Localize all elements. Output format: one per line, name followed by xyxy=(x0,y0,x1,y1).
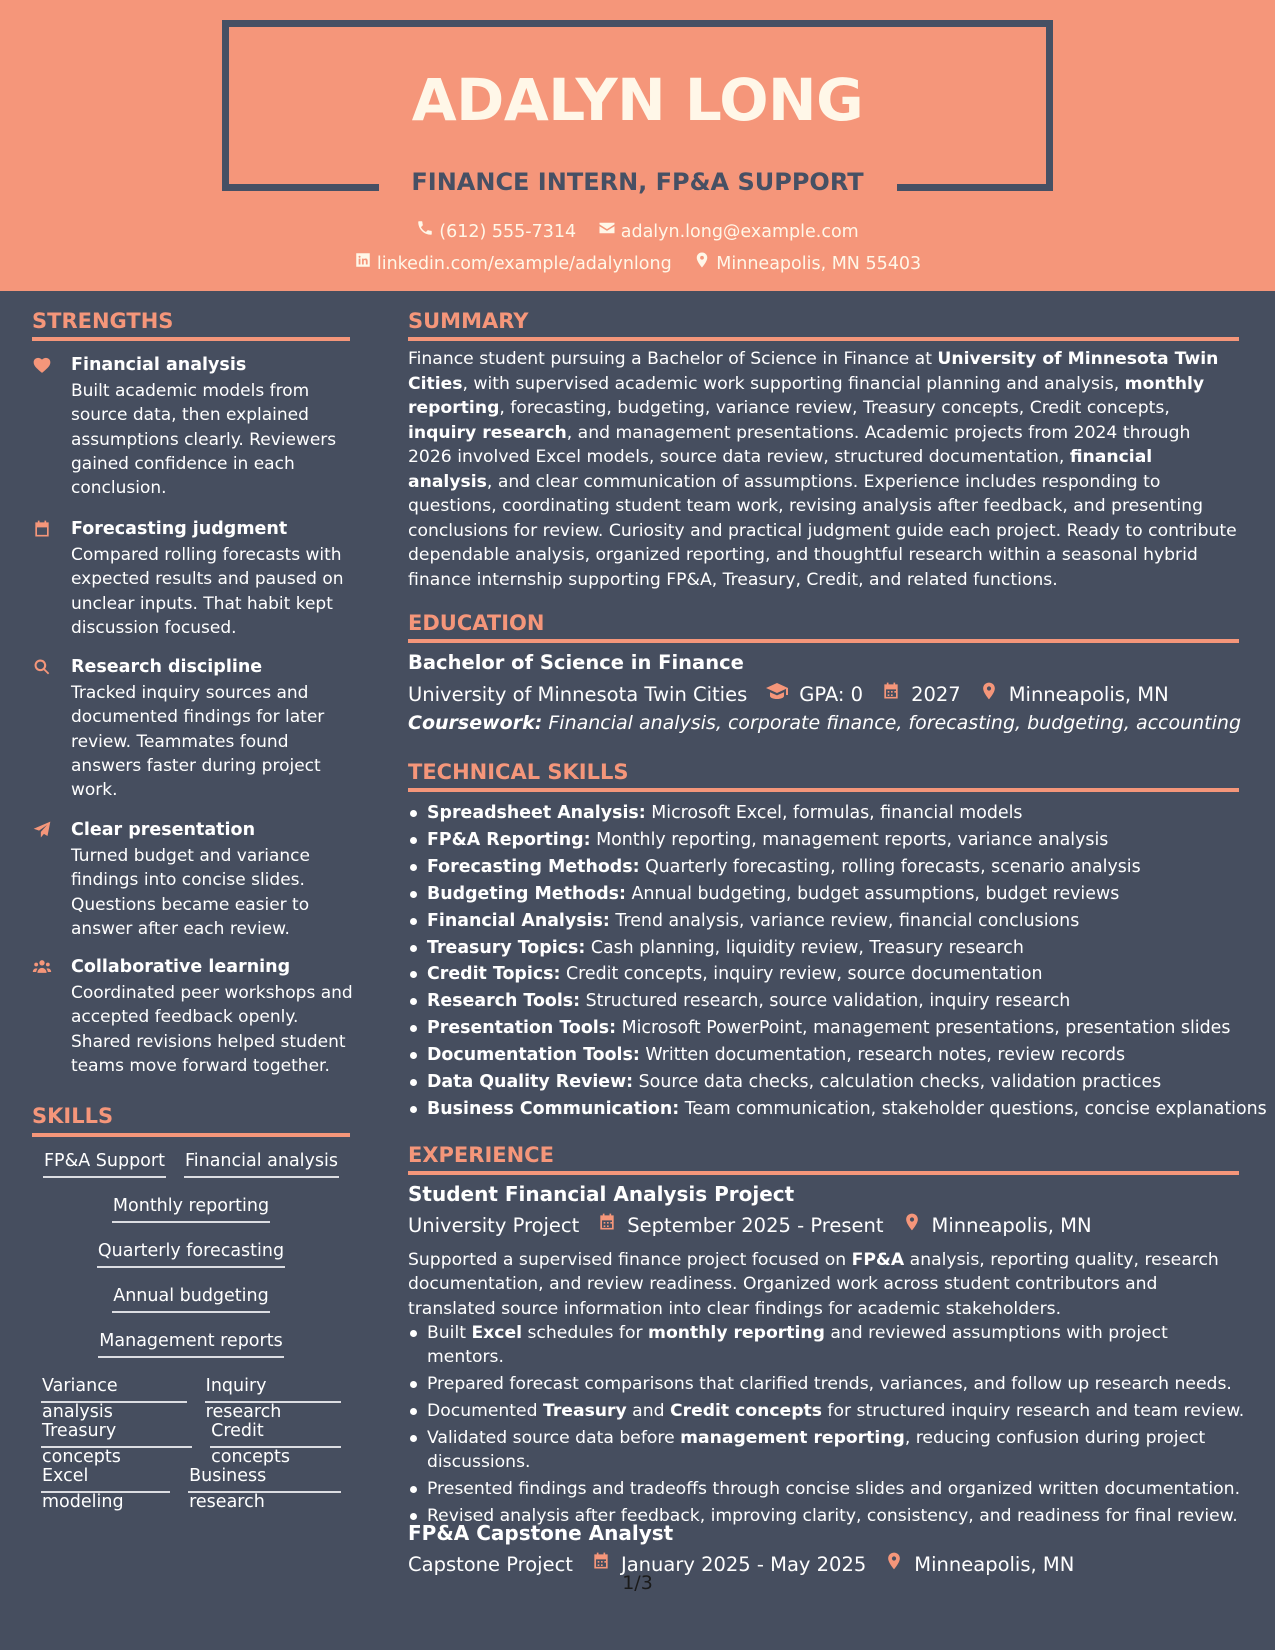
job-org: University Project xyxy=(408,1214,580,1237)
job-bullet xyxy=(408,1399,1248,1423)
strength-name: Collaborative learning xyxy=(71,957,291,977)
coursework-label: Coursework: xyxy=(408,712,543,734)
job-location: Minneapolis, MN xyxy=(914,1553,1075,1576)
phone-icon xyxy=(416,219,439,245)
search-icon xyxy=(32,657,54,677)
tech-skill-value: Quarterly forecasting, rolling forecasts, scenario analysis xyxy=(645,856,1141,877)
job-bullet-text: Prepared forecast comparisons that clarified trends, variances, and follow up research needs. xyxy=(427,1374,1232,1395)
job-role: Student Financial Analysis Project xyxy=(408,1182,795,1206)
job-bullet-emphasis: Excel xyxy=(471,1323,523,1343)
job-bullet-emphasis: Treasury xyxy=(543,1400,627,1421)
strength-name: Clear presentation xyxy=(71,820,256,840)
job-bullet-emphasis: Credit concepts xyxy=(669,1400,822,1421)
paper-plane-icon xyxy=(32,820,54,840)
degree-title: Bachelor of Science in Finance xyxy=(408,651,744,674)
job-bullet-emphasis: monthly reporting xyxy=(648,1323,825,1343)
year-item xyxy=(881,681,961,709)
skill-tag: Financial analysis xyxy=(184,1148,339,1178)
tech-skill-label: FP&A Reporting: xyxy=(427,829,591,850)
tech-skill-item xyxy=(408,1069,1248,1096)
job-bullet-text: and xyxy=(626,1400,670,1421)
tech-skill-label: Forecasting Methods: xyxy=(427,856,640,877)
tech-skill-value: Written documentation, research notes, review records xyxy=(645,1045,1126,1066)
strength-item xyxy=(32,818,352,939)
job-desc-text: analysis, reporting quality, research documentation, and review readiness. Organized work across student contributors and translated source information into clear findings for academic stakeholders. xyxy=(408,1250,1219,1319)
tech-skill-value: Microsoft Excel, formulas, financial models xyxy=(651,803,1023,823)
job-meta xyxy=(408,1212,1092,1240)
tech-skill-label: Business Communication: xyxy=(427,1098,680,1119)
calendar-icon xyxy=(32,519,54,539)
tech-skill-label: Financial Analysis: xyxy=(427,910,610,931)
edu-location-item xyxy=(979,681,1169,709)
tech-skill-value: Annual budgeting, budget assumptions, budget reviews xyxy=(631,883,1120,904)
skill-tag: Variance analysis xyxy=(41,1373,187,1403)
skill-tag: Annual budgeting xyxy=(112,1283,270,1313)
skill-row xyxy=(32,1418,350,1467)
experience-heading: EXPERIENCE xyxy=(408,1143,554,1167)
job-location-item xyxy=(902,1212,1092,1240)
tech-skill-label: Research Tools: xyxy=(427,991,581,1012)
skill-tag: Quarterly forecasting xyxy=(97,1238,285,1268)
skill-row xyxy=(32,1238,350,1283)
strength-desc: Turned budget and variance findings into concise slides. Questions became easier to answer after each review. xyxy=(71,846,310,939)
job-bullet xyxy=(408,1321,1248,1370)
strength-item xyxy=(32,353,352,499)
strength-name: Financial analysis xyxy=(71,355,247,375)
tech-skill-item xyxy=(408,881,1248,908)
skills-tag-list xyxy=(32,1148,350,1512)
tech-skill-item xyxy=(408,935,1248,962)
tech-skill-label: Documentation Tools: xyxy=(427,1045,640,1066)
technical-skills-list xyxy=(408,800,1267,1123)
job-location: Minneapolis, MN xyxy=(931,1214,1092,1237)
tech-skill-item xyxy=(408,800,1248,827)
tech-skill-label: Treasury Topics: xyxy=(427,937,586,958)
tech-skill-label: Credit Topics: xyxy=(427,964,561,985)
tech-skill-item xyxy=(408,908,1248,935)
strength-item xyxy=(32,655,352,801)
contact-row-2 xyxy=(0,251,1275,277)
job-bullet-text: and reviewed assumptions with project mentors. xyxy=(427,1323,1168,1368)
job-bullet xyxy=(408,1477,1248,1501)
tech-skill-value: Structured research, source validation, inquiry research xyxy=(585,991,1071,1012)
summary-text xyxy=(408,347,1238,592)
tech-skill-item xyxy=(408,988,1248,1015)
header-frame-top xyxy=(222,20,1053,27)
summary-rule xyxy=(408,337,1239,341)
skill-tag: Monthly reporting xyxy=(112,1193,270,1223)
job-bullet-emphasis: management reporting xyxy=(680,1427,905,1448)
job-bullet-text: Revised analysis after feedback, improving clarity, consistency, and readiness for final review. xyxy=(427,1505,1238,1526)
gpa-text: GPA: 0 xyxy=(799,683,864,706)
calendar-icon xyxy=(881,681,911,709)
job-bullet-text: Presented findings and tradeoffs through concise slides and organized written documentation. xyxy=(427,1478,1241,1499)
tech-skill-item xyxy=(408,1096,1267,1123)
email-text: adalyn.long@example.com xyxy=(620,222,859,242)
tech-skill-item xyxy=(408,961,1248,988)
tech-skill-label: Budgeting Methods: xyxy=(427,883,626,904)
experience-rule xyxy=(408,1171,1239,1175)
graduation-cap-icon xyxy=(765,679,799,711)
gpa-item xyxy=(765,679,863,711)
phone-text: (612) 555-7314 xyxy=(439,222,577,242)
strength-name: Research discipline xyxy=(71,657,263,677)
skill-row xyxy=(32,1193,350,1238)
strength-desc: Compared rolling forecasts with expected results and paused on unclear inputs. That habit kept discussion focused. xyxy=(71,545,344,638)
job-bullet-text: Built xyxy=(427,1323,472,1343)
tech-skill-label: Spreadsheet Analysis: xyxy=(427,803,646,823)
tech-skill-label: Presentation Tools: xyxy=(427,1018,617,1039)
skill-tag: Treasury concepts xyxy=(41,1418,192,1448)
job-title: FINANCE INTERN, FP&A SUPPORT xyxy=(411,168,864,196)
strength-desc: Built academic models from source data, then explained assumptions clearly. Reviewers gained confidence in each conclusion. xyxy=(71,381,337,499)
job-bullet-text: schedules for xyxy=(522,1323,649,1343)
summary-text: , and management presentations. Academic projects from 2024 through 2026 involved Excel models, source data review, structured documentation, xyxy=(408,422,1191,467)
job-bullet-text: Documented xyxy=(427,1400,543,1421)
heart-icon xyxy=(32,355,54,375)
summary-emphasis: University of Minnesota Twin Cities xyxy=(408,349,1219,394)
job-bullet-list xyxy=(408,1321,1248,1530)
page-number: 1/3 xyxy=(622,1572,653,1594)
job-description xyxy=(408,1248,1238,1321)
job-desc-text: Supported a supervised finance project focused on xyxy=(408,1250,852,1270)
tech-skill-value: Cash planning, liquidity review, Treasury research xyxy=(590,937,1024,958)
location-contact xyxy=(693,251,921,277)
strength-desc: Coordinated peer workshops and accepted feedback openly. Shared revisions helped student teams move forward together. xyxy=(71,983,353,1076)
job-org: Capstone Project xyxy=(408,1553,573,1576)
tech-skill-value: Monthly reporting, management reports, variance analysis xyxy=(596,829,1109,850)
edu-location: Minneapolis, MN xyxy=(1008,683,1169,706)
job-bullet xyxy=(408,1372,1248,1396)
job-bullet-text: Validated source data before xyxy=(427,1427,681,1448)
email-contact[interactable] xyxy=(598,219,859,245)
calendar-icon xyxy=(597,1212,627,1240)
skill-tag: Business research xyxy=(188,1463,341,1493)
strength-item xyxy=(32,517,352,638)
candidate-name: ADALYN LONG xyxy=(411,66,864,134)
strength-item xyxy=(32,955,352,1085)
phone-contact[interactable] xyxy=(416,219,576,245)
summary-text: , with supervised academic work supporting financial planning and analysis, xyxy=(462,373,1125,394)
resume-header xyxy=(0,0,1275,291)
school-name: University of Minnesota Twin Cities xyxy=(408,683,748,706)
linkedin-text: linkedin.com/example/adalynlong xyxy=(376,254,672,274)
summary-emphasis: inquiry research xyxy=(408,422,567,443)
linkedin-icon xyxy=(354,251,377,277)
location-text: Minneapolis, MN 55403 xyxy=(716,254,922,274)
contact-row-1 xyxy=(0,219,1275,245)
skills-heading: SKILLS xyxy=(32,1104,114,1128)
strengths-rule xyxy=(32,337,350,341)
education-heading: EDUCATION xyxy=(408,611,545,635)
job-dates-item xyxy=(597,1212,883,1240)
tech-skill-value: Source data checks, calculation checks, validation practices xyxy=(638,1072,1162,1093)
tech-skill-value: Trend analysis, variance review, financial conclusions xyxy=(615,910,1080,931)
envelope-icon xyxy=(598,219,621,245)
skills-rule xyxy=(32,1133,350,1137)
job-dates: September 2025 - Present xyxy=(627,1214,884,1237)
tech-skill-item xyxy=(408,1015,1248,1042)
summary-text: , and clear communication of assumptions. Experience includes responding to questions, coordinating student team work, revising analysis after feedback, and presenting conclusions for review. Curiosity and practical judgment guide each project. Ready to contribute dependable analysis, organized reporting, and thoughtful research within a seasonal hybrid finance internship supporting FP&A, Treasury, Credit, and related functions. xyxy=(408,471,1237,590)
tech-skill-value: Team communication, stakeholder questions, concise explanations xyxy=(684,1098,1267,1119)
skill-row xyxy=(32,1283,350,1328)
users-icon xyxy=(32,957,54,977)
map-pin-icon xyxy=(693,251,716,277)
strength-desc: Tracked inquiry sources and documented findings for later review. Teammates found answers faster during project work. xyxy=(71,683,325,801)
skill-tag: Excel modeling xyxy=(41,1463,170,1493)
tech-skill-value: Microsoft PowerPoint, management presentations, presentation slides xyxy=(621,1018,1231,1039)
skill-row xyxy=(32,1328,350,1373)
job-bullet xyxy=(408,1426,1248,1475)
skill-tag: Inquiry research xyxy=(205,1373,341,1403)
skill-row xyxy=(32,1148,350,1193)
tech-skill-item xyxy=(408,854,1248,881)
summary-text: , forecasting, budgeting, variance review, Treasury concepts, Credit concepts, xyxy=(499,398,1170,418)
education-rule xyxy=(408,639,1239,643)
tech-skill-item xyxy=(408,827,1248,854)
coursework xyxy=(408,710,1241,736)
summary-heading: SUMMARY xyxy=(408,309,529,333)
skill-tag: Management reports xyxy=(98,1328,283,1358)
summary-emphasis: financial analysis xyxy=(408,447,1153,492)
map-pin-icon xyxy=(979,681,1009,709)
technical-skills-rule xyxy=(408,788,1239,792)
job-role: FP&A Capstone Analyst xyxy=(408,1521,674,1545)
technical-skills-heading: TECHNICAL SKILLS xyxy=(408,760,629,784)
education-meta xyxy=(408,679,1169,711)
strength-name: Forecasting judgment xyxy=(71,519,288,539)
skill-row xyxy=(32,1373,350,1422)
skill-tag: FP&A Support xyxy=(43,1148,166,1178)
coursework-list: Financial analysis, corporate finance, forecasting, budgeting, accounting xyxy=(548,712,1242,734)
skill-tag: Credit concepts xyxy=(210,1418,341,1448)
graduation-year: 2027 xyxy=(911,683,961,706)
strengths-heading: STRENGTHS xyxy=(32,309,174,333)
tech-skill-value: Credit concepts, inquiry review, source documentation xyxy=(565,964,1043,985)
tech-skill-label: Data Quality Review: xyxy=(427,1072,634,1093)
map-pin-icon xyxy=(902,1212,932,1240)
summary-text: Finance student pursuing a Bachelor of Science in Finance at xyxy=(408,349,938,369)
linkedin-contact[interactable] xyxy=(354,251,672,277)
job-desc-emphasis: FP&A xyxy=(851,1250,905,1270)
job-dates: January 2025 - May 2025 xyxy=(620,1553,867,1576)
skill-row xyxy=(32,1463,350,1512)
job-bullet-text: , reducing confusion during project discussions. xyxy=(427,1427,1206,1472)
summary-emphasis: monthly reporting xyxy=(408,373,1205,418)
tech-skill-item xyxy=(408,1042,1248,1069)
job-bullet-text: for structured inquiry research and team review. xyxy=(821,1400,1245,1421)
